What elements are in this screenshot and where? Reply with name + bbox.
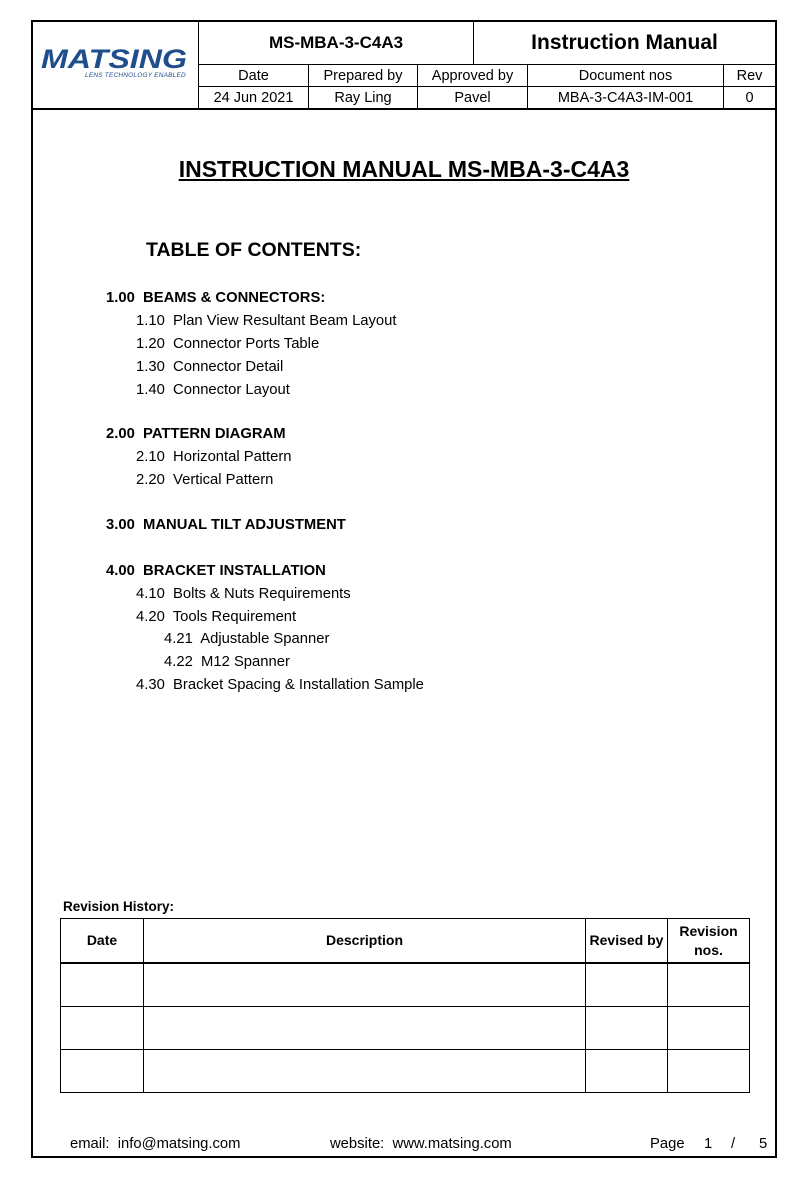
toc-item-1-00[interactable] <box>106 290 325 306</box>
header-col-docnos: Document nos <box>578 67 673 84</box>
header-approved-value: Pavel <box>454 89 491 106</box>
header-docnos-value: MBA-3-C4A3-IM-001 <box>557 89 694 106</box>
header-prepared-value: Ray Ling <box>334 89 392 106</box>
toc-item-3-00[interactable]: 3.00 MANUAL TILT ADJUSTMENT <box>106 517 346 533</box>
document-type: Instruction Manual <box>531 31 718 54</box>
toc-item-4-00[interactable]: 4.00 BRACKET INSTALLATION <box>106 563 326 579</box>
email-link[interactable]: info@matsing.com <box>117 1136 241 1152</box>
revision-history-label: Revision History: <box>63 899 175 914</box>
header-col-rev: Rev <box>736 67 763 84</box>
website-label: website: <box>330 1136 385 1152</box>
toc-item-4-10[interactable]: 4.10 Bolts & Nuts Requirements <box>136 586 351 602</box>
toc-label: BEAMS & CONNECTORS: <box>143 290 326 306</box>
toc-item-1-40[interactable]: 1.40 Connector Layout <box>136 382 290 398</box>
logo-wordmark: MATSING <box>41 44 187 72</box>
toc-item-2-20[interactable]: 2.20 Vertical Pattern <box>136 472 274 488</box>
header-col-approved: Approved by <box>431 67 514 84</box>
toc-number: 1.00 <box>106 290 135 306</box>
revision-col-revised-by: Revised by <box>589 932 664 948</box>
toc-item-1-10[interactable]: 1.10 Plan View Resultant Beam Layout <box>136 313 397 329</box>
toc-item-4-22[interactable]: 4.22 M12 Spanner <box>164 654 290 670</box>
toc-item-2-00[interactable]: 2.00 PATTERN DIAGRAM <box>106 426 286 442</box>
page-number: 1 <box>704 1136 713 1152</box>
page-total: 5 <box>759 1136 768 1152</box>
toc-item-4-20[interactable]: 4.20 Tools Requirement <box>136 609 297 625</box>
footer-email <box>70 1136 240 1152</box>
header-rev-value: 0 <box>745 89 754 106</box>
website-link[interactable]: www.matsing.com <box>392 1136 512 1152</box>
toc-item-2-10[interactable]: 2.10 Horizontal Pattern <box>136 449 292 465</box>
revision-col-description: Description <box>325 932 403 948</box>
table-row <box>61 1007 749 1049</box>
header-col-prepared: Prepared by <box>323 67 403 84</box>
matsing-logo-icon <box>41 42 195 72</box>
table-row <box>61 1050 749 1092</box>
footer-website <box>330 1136 512 1152</box>
page-label: Page <box>650 1136 685 1152</box>
toc-item-1-20[interactable]: 1.20 Connector Ports Table <box>136 336 320 352</box>
header-col-date: Date <box>238 67 269 84</box>
document-page <box>31 20 777 1158</box>
model-number: MS-MBA-3-C4A3 <box>268 33 404 52</box>
toc-item-4-21[interactable]: 4.21 Adjustable Spanner <box>164 631 330 647</box>
logo <box>33 22 199 108</box>
toc-heading: TABLE OF CONTENTS: <box>146 239 362 261</box>
table-row <box>61 964 749 1006</box>
toc-item-4-30[interactable]: 4.30 Bracket Spacing & Installation Sample <box>136 677 424 693</box>
logo-tagline: LENS TECHNOLOGY ENABLED <box>85 72 186 79</box>
page-separator: / <box>731 1136 736 1152</box>
email-label: email: <box>70 1136 110 1152</box>
revision-col-date: Date <box>86 932 118 948</box>
page-title: INSTRUCTION MANUAL MS-MBA-3-C4A3 <box>178 156 630 182</box>
document-header <box>33 22 775 110</box>
revision-col-revision-nos: Revision nos. <box>679 922 738 958</box>
toc-item-1-30[interactable]: 1.30 Connector Detail <box>136 359 284 375</box>
header-date-value: 24 Jun 2021 <box>213 89 294 106</box>
revision-history-table <box>60 918 750 1093</box>
